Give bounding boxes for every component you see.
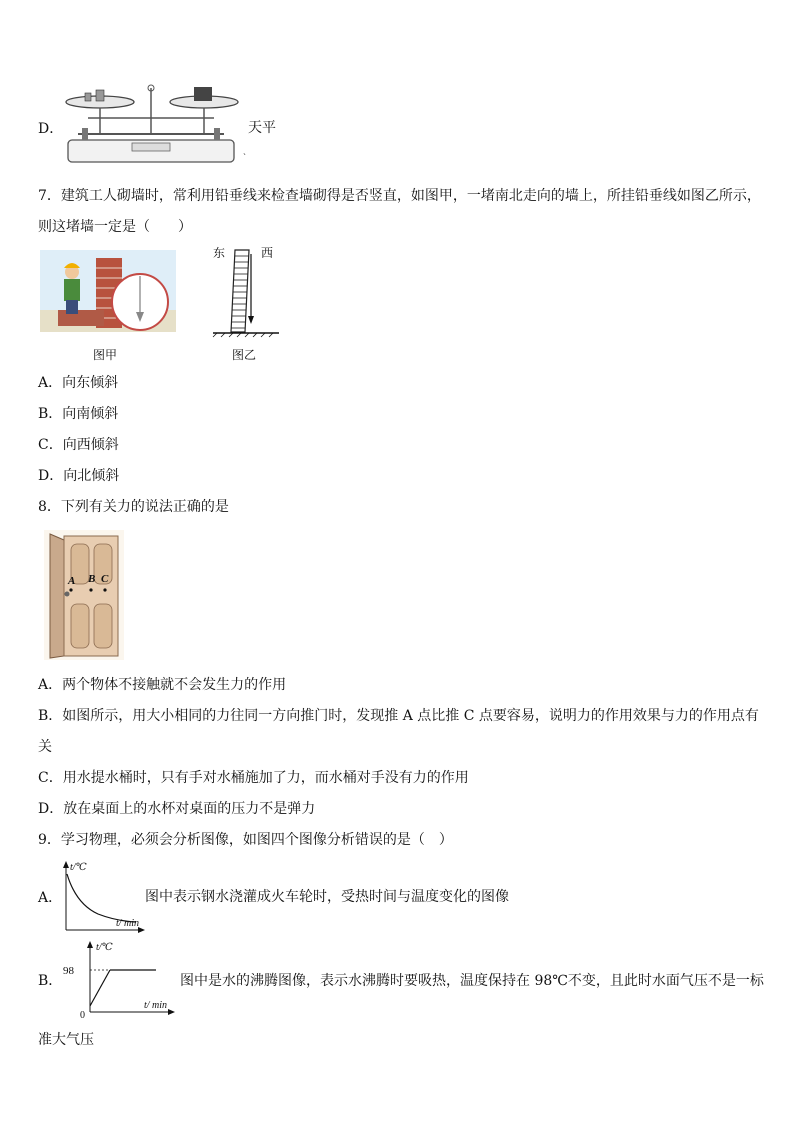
q8-option-b-line1: B．如图所示，用大小相同的力往同一方向推门时，发现推 A 点比推 C 点要容易，说明力的作用效果与力的作用点有: [38, 708, 759, 724]
graph-b-ylabel: t/℃: [96, 942, 113, 953]
door-label-c: C: [101, 573, 109, 585]
graph-b-boiling-curve: [60, 938, 178, 1020]
door-label-b: B: [88, 573, 96, 585]
q7-option-a: A．向东倾斜: [38, 375, 119, 391]
figure-jia-worker-image: [40, 250, 176, 332]
figure-jia-caption: 图甲: [93, 348, 118, 362]
q9-option-a-text: 图中表示钢水浇灌成火车轮时，受热时间与温度变化的图像: [145, 889, 509, 905]
q9-option-b-text-line1: 图中是水的沸腾图像，表示水沸腾时要吸热，温度保持在 98℃不变，且此时水面气压不是一标: [180, 973, 764, 989]
q9-option-a-letter: A．: [38, 890, 63, 906]
stray-mark: ˏ: [243, 146, 246, 156]
q7-option-d: D．向北倾斜: [38, 468, 120, 484]
figure-yi-wall-diagram: [205, 246, 283, 338]
q8-option-d: D．放在桌面上的水杯对桌面的压力不是弹力: [38, 801, 316, 817]
q7-option-c: C．向西倾斜: [38, 437, 119, 453]
balance-image: [58, 80, 244, 172]
q9-stem: 9．学习物理，必须会分析图像，如图四个图像分析错误的是（ ）: [38, 832, 453, 848]
q8-stem: 8．下列有关力的说法正确的是: [38, 499, 229, 515]
q6-option-d-label: 天平: [248, 120, 276, 136]
door-label-a: A: [68, 575, 76, 587]
graph-a-xlabel: t/ min: [116, 918, 140, 929]
graph-b-value-98: 98: [63, 965, 74, 977]
q9-option-b-letter: B．: [38, 973, 63, 989]
door-image: [44, 530, 124, 660]
graph-a-cooling-curve: [58, 858, 150, 934]
figure-yi-caption: 图乙: [232, 348, 257, 362]
graph-a-ylabel: t/℃: [70, 862, 87, 873]
q8-option-c: C．用水提水桶时，只有手对水桶施加了力，而水桶对手没有力的作用: [38, 770, 469, 786]
q9-option-b-text-line2: 准大气压: [38, 1032, 94, 1048]
q7-stem-line2: 则这堵墙一定是（ ）: [38, 219, 192, 235]
q7-stem-line1: 7．建筑工人砌墙时，常利用铅垂线来检查墙砌得是否竖直，如图甲，一堵南北走向的墙上，所挂铅垂线如图乙所示，: [38, 188, 761, 204]
q8-option-a: A．两个物体不接触就不会发生力的作用: [38, 677, 287, 693]
q8-option-b-line2: 关: [38, 739, 52, 755]
q6-option-d-letter: D．: [38, 121, 64, 137]
graph-b-xlabel: t/ min: [144, 1000, 168, 1011]
east-label: 东: [213, 246, 226, 260]
q7-option-b: B．向南倾斜: [38, 406, 119, 422]
graph-b-origin: 0: [80, 1010, 85, 1020]
west-label: 西: [261, 246, 274, 260]
